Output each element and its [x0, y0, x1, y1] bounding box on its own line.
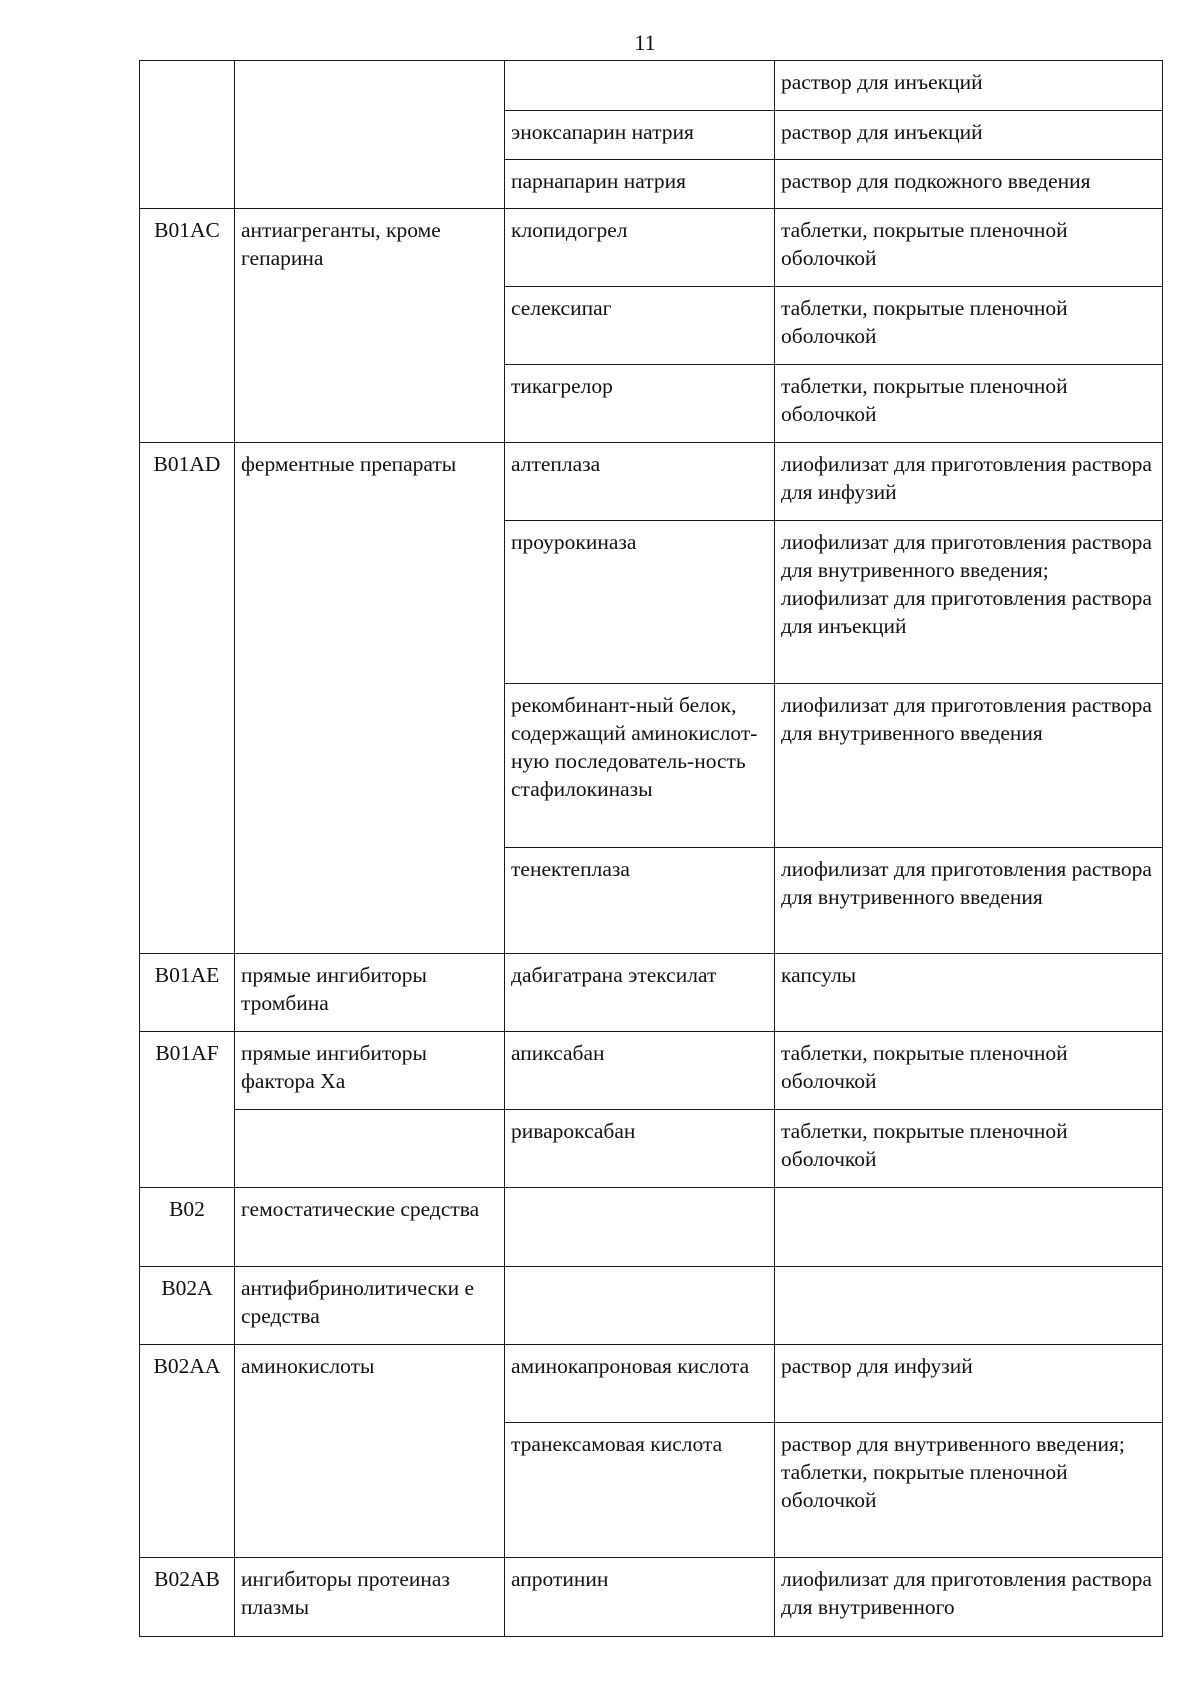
- group-cell: ферментные препараты: [235, 443, 505, 954]
- drug-cell: тенектеплаза: [505, 848, 775, 954]
- table-row: [140, 443, 1163, 521]
- drug-cell: эноксапарин натрия: [505, 111, 775, 160]
- drug-cell: алтеплаза: [505, 443, 775, 521]
- table-row: [140, 1558, 1163, 1637]
- form-cell: таблетки, покрытые пленочной оболочкой: [775, 287, 1163, 365]
- drug-cell: ривароксабан: [505, 1110, 775, 1188]
- table-row: [140, 1345, 1163, 1423]
- table-row: [140, 61, 1163, 111]
- drug-cell: [505, 1267, 775, 1345]
- drug-cell: аминокапроновая кислота: [505, 1345, 775, 1423]
- group-cell: антифибринолитически е средства: [235, 1267, 505, 1345]
- drug-cell: парнапарин натрия: [505, 160, 775, 209]
- drug-cell: селексипаг: [505, 287, 775, 365]
- form-cell: таблетки, покрытые пленочной оболочкой: [775, 365, 1163, 443]
- atc-code-cell: B01AC: [140, 209, 235, 443]
- form-cell: [775, 1267, 1163, 1345]
- form-cell: [775, 1188, 1163, 1267]
- form-cell: лиофилизат для приготовления раствора для внутривенного введения: [775, 684, 1163, 848]
- group-cell: гемостатические средства: [235, 1188, 505, 1267]
- atc-code-cell: B01AE: [140, 954, 235, 1032]
- atc-code-cell: B01AD: [140, 443, 235, 954]
- form-cell: раствор для инъекций: [775, 61, 1163, 111]
- form-cell: раствор для подкожного введения: [775, 160, 1163, 209]
- atc-code-cell: B02AA: [140, 1345, 235, 1558]
- drug-cell: транексамовая кислота: [505, 1423, 775, 1558]
- form-cell: таблетки, покрытые пленочной оболочкой: [775, 1110, 1163, 1188]
- form-cell: раствор для внутривенного введения; таблетки, покрытые пленочной оболочкой: [775, 1423, 1163, 1558]
- drug-cell: [505, 1188, 775, 1267]
- table-row: [140, 954, 1163, 1032]
- group-cell: [235, 1110, 505, 1188]
- medication-table: [139, 60, 1163, 1637]
- drug-cell: дабигатрана этексилат: [505, 954, 775, 1032]
- form-cell: раствор для инфузий: [775, 1345, 1163, 1423]
- form-cell: лиофилизат для приготовления раствора для внутривенного: [775, 1558, 1163, 1637]
- group-cell: ингибиторы протеиназ плазмы: [235, 1558, 505, 1637]
- atc-code-cell: B02AB: [140, 1558, 235, 1637]
- group-cell: антиагреганты, кроме гепарина: [235, 209, 505, 443]
- form-cell: таблетки, покрытые пленочной оболочкой: [775, 209, 1163, 287]
- form-cell: лиофилизат для приготовления раствора для внутривенного введения: [775, 848, 1163, 954]
- group-cell: [235, 61, 505, 209]
- drug-cell: [505, 61, 775, 111]
- drug-cell: рекомбинант-ный белок, содержащий аминокислот-ную последователь-ность стафилокиназы: [505, 684, 775, 848]
- drug-cell: тикагрелор: [505, 365, 775, 443]
- table-row: [140, 1032, 1163, 1110]
- group-cell: прямые ингибиторы фактора Ха: [235, 1032, 505, 1110]
- table-row: [140, 1188, 1163, 1267]
- table-row: [140, 1267, 1163, 1345]
- form-cell: таблетки, покрытые пленочной оболочкой: [775, 1032, 1163, 1110]
- drug-cell: клопидогрел: [505, 209, 775, 287]
- atc-code-cell: B01AF: [140, 1032, 235, 1188]
- table-row: [140, 209, 1163, 287]
- drug-cell: апиксабан: [505, 1032, 775, 1110]
- group-cell: прямые ингибиторы тромбина: [235, 954, 505, 1032]
- drug-cell: апротинин: [505, 1558, 775, 1637]
- group-cell: аминокислоты: [235, 1345, 505, 1558]
- form-cell: лиофилизат для приготовления раствора для внутривенного введения; лиофилизат для приготовления раствора для инъекций: [775, 521, 1163, 684]
- form-cell: капсулы: [775, 954, 1163, 1032]
- drug-cell: проурокиназа: [505, 521, 775, 684]
- atc-code-cell: B02A: [140, 1267, 235, 1345]
- form-cell: раствор для инъекций: [775, 111, 1163, 160]
- table-row: [140, 1110, 1163, 1188]
- atc-code-cell: B02: [140, 1188, 235, 1267]
- form-cell: лиофилизат для приготовления раствора для инфузий: [775, 443, 1163, 521]
- page-number: 11: [634, 30, 656, 55]
- atc-code-cell: [140, 61, 235, 209]
